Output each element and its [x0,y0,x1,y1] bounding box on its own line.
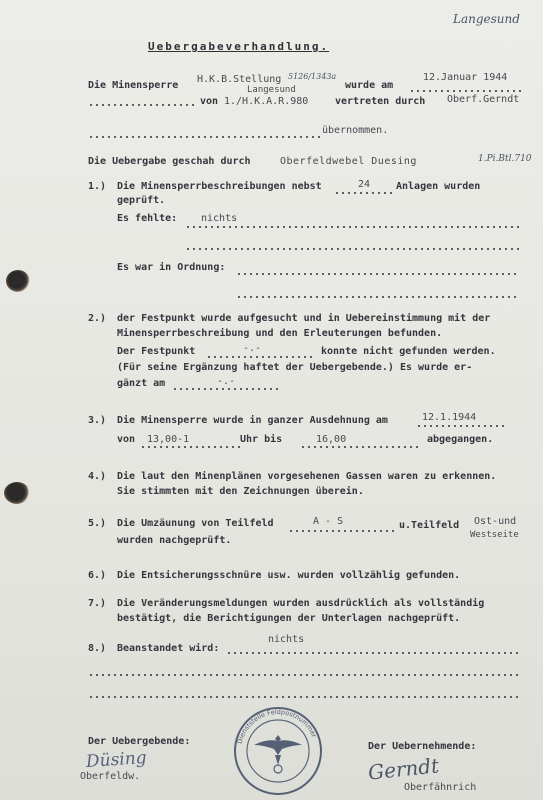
label-vertreten: vertreten durch [335,96,426,107]
handover-person: Oberfeldwebel Duesing [280,156,417,167]
label-von: von [200,96,219,107]
signature-left: Düsing [85,747,148,773]
dotted-line [88,136,320,138]
intro-uebernommen: übernommen. [322,125,389,136]
item-8-label: Beanstandet wird: [117,643,220,654]
label-minensperre: Die Minensperre [88,80,179,91]
punch-hole-top [6,270,30,292]
item-3-tail: abgegangen. [427,434,494,445]
dotted-line [409,90,521,92]
item-5-field2a: Ost-und [474,516,517,527]
dotted-line [236,273,519,275]
eagle-seal-icon [232,705,324,797]
item-3-von: von [117,434,136,445]
dotted-line [334,192,392,194]
signature-right-rank: Oberfähnrich [404,782,477,793]
dotted-line [172,388,280,390]
item-5-line2: wurden nachgeprüft. [117,535,232,546]
dotted-line [300,446,420,448]
intro-representative: Oberf.Gerndt [447,94,520,105]
item-5-field2b: Westseite [470,530,519,540]
dotted-line [88,696,520,698]
item-7-line1: Die Veränderungsmeldungen wurden ausdrücklich als vollständig [117,598,485,609]
dotted-line [185,248,519,250]
item-2-line4: (Für seine Ergänzung haftet der Uebergebende.) Es wurde er- [117,362,473,373]
item-1-number: 1.) [88,181,107,192]
item-8-number: 8.) [88,643,107,654]
item-4-line2: Sie stimmten mit den Zeichnungen überein. [117,486,364,497]
item-3-from: 13,00-1 [147,434,190,445]
item-5-field1: A - S [313,516,344,527]
handwritten-place: Langesund [453,12,520,26]
item-1-fehlte-value: nichts [201,213,238,224]
item-7-line2: bestätigt, die Berichtigungen der Unterlagen nachgeprüft. [117,613,461,624]
item-1-text: Die Minensperrbeschreibungen nebst [117,181,322,192]
item-2-line2: Minensperrbeschreibung und den Erleuterungen befunden. [117,328,443,339]
item-2-line3b: konnte nicht gefunden werden. [321,346,496,357]
stellung-code: 5126/1343a [288,72,337,81]
punch-hole-bottom [4,482,30,504]
document-title: Uebergabeverhandlung. [148,40,330,53]
item-6-line1: Die Entsicherungsschnüre usw. wurden vollzählig gefunden. [117,570,461,581]
item-3-date: 12.1.1944 [422,412,477,423]
item-1-fehlte-label: Es fehlte: [117,213,178,224]
item-2-line3a: Der Festpunkt [117,346,196,357]
signature-left-label: Der Uebergebende: [88,736,191,747]
stellung-name: H.K.B.Stellung [197,74,282,85]
intro-date: 12.Januar 1944 [423,72,508,83]
official-stamp [232,705,324,797]
dotted-line [226,652,520,654]
item-2-line5: gänzt am [117,378,166,389]
item-2-number: 2.) [88,313,107,324]
dotted-line [140,446,240,448]
item-2-line5-value: -.- [217,376,236,387]
item-6-number: 6.) [88,570,107,581]
dotted-line [88,104,198,106]
item-4-number: 4.) [88,471,107,482]
handover-note: 1.Pi.Btl.710 [478,154,532,164]
item-5-line1b: u.Teilfeld [399,520,460,531]
item-3-bis: Uhr bis [240,434,283,445]
item-1-line2: geprüft. [117,195,166,206]
item-1-tail: Anlagen wurden [396,181,481,192]
signature-left-rank: Oberfeldw. [80,771,141,782]
item-1-ordnung-label: Es war in Ordnung: [117,262,226,273]
item-8-value: nichts [268,634,305,645]
signature-right-label: Der Uebernehmende: [368,741,477,752]
item-3-line1: Die Minensperre wurde in ganzer Ausdehnung am [117,415,388,426]
dotted-line [185,226,519,228]
item-7-number: 7.) [88,598,107,609]
dotted-line [236,296,519,298]
stamp-text: Dienststelle Feldpostnummer [235,707,319,745]
item-4-line1: Die laut den Minenplänen vorgesehenen Gassen waren zu erkennen. [117,471,497,482]
item-1-count: 24 [358,179,371,190]
dotted-line [288,530,398,532]
item-2-line3-value: -.- [243,343,262,354]
item-5-line1a: Die Umzäunung von Teilfeld [117,518,274,529]
label-wurde-am: wurde am [345,80,394,91]
item-3-to: 16,00 [316,434,347,445]
stellung-sub: Langesund [247,85,296,95]
item-5-number: 5.) [88,518,107,529]
item-3-number: 3.) [88,415,107,426]
label-uebergabe: Die Uebergabe geschah durch [88,156,251,167]
dotted-line [416,425,504,427]
item-2-line1: der Festpunkt wurde aufgesucht und in Uebereinstimmung mit der [117,313,491,324]
dotted-line [88,674,520,676]
intro-unit: 1./H.K.A.R.980 [224,96,309,107]
dotted-line [206,356,316,358]
signature-right: Gerndt [366,753,441,785]
